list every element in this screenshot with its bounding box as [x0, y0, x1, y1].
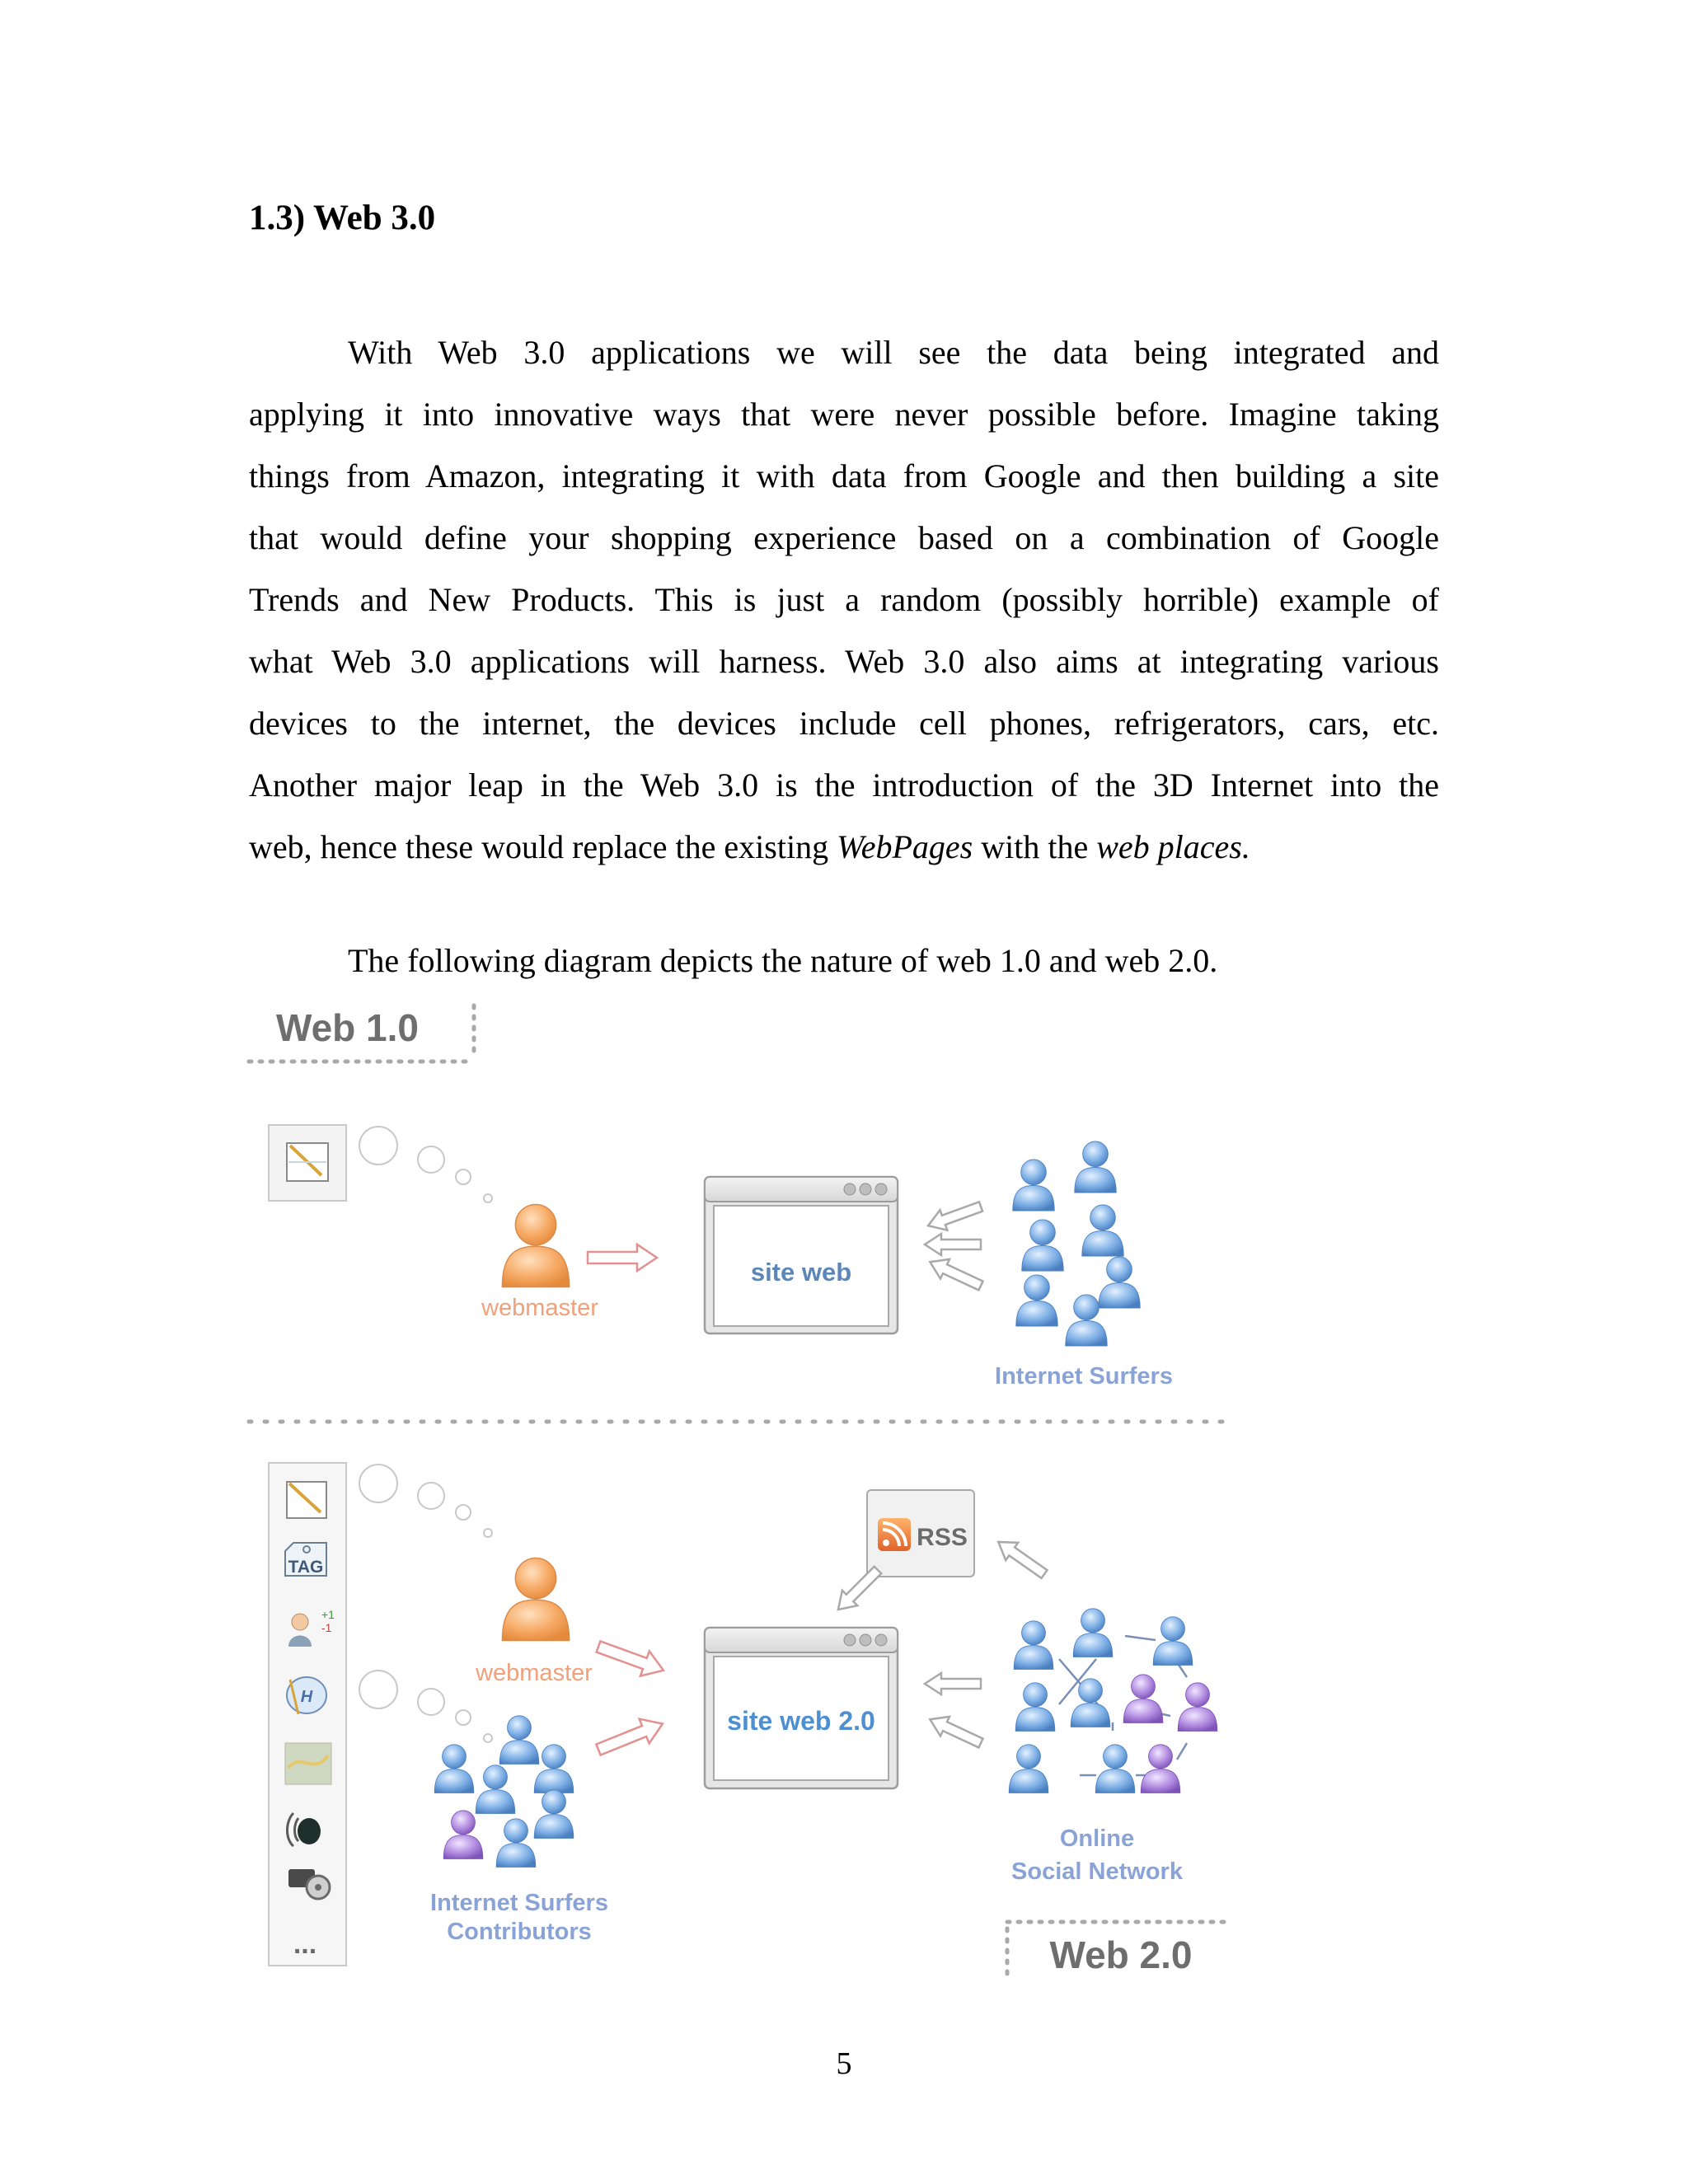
more-tools-ellipsis: ... [293, 1929, 317, 1960]
web2-title: Web 2.0 [1049, 1933, 1193, 1976]
arrow-icon [926, 1709, 986, 1752]
notepad-icon [287, 1143, 328, 1181]
paragraph-line: things from Amazon, integrating it with data from Google and then building a site [249, 457, 1439, 494]
paragraph-last-line [249, 816, 1439, 878]
arrow-icon [588, 1244, 657, 1271]
paragraph-line: applying it into innovative ways that were never possible before. Imagine taking [249, 396, 1439, 433]
webmaster-icon [502, 1558, 569, 1640]
thought-bubbles [359, 1465, 492, 1742]
site-web-2-window [705, 1628, 898, 1788]
arrow-icon [992, 1533, 1051, 1582]
network-label-line2: Social Network [1011, 1858, 1183, 1885]
contributors-label-line2: Contributors [447, 1919, 592, 1945]
web1-surfers-label: Internet Surfers [995, 1363, 1173, 1390]
svg-text:H: H [300, 1688, 313, 1706]
surfer-arrows [925, 1197, 986, 1296]
italic-term-webpages: WebPages [837, 828, 973, 865]
site-web-window [705, 1177, 898, 1333]
webmaster-icon [502, 1204, 569, 1286]
paragraph-line: what Web 3.0 applications will harness. Web 3.0 also aims at integrating various [249, 643, 1439, 680]
web2-webmaster-label: webmaster [476, 1660, 593, 1686]
arrow-icon [831, 1563, 885, 1617]
wiki-icon [287, 1677, 326, 1714]
site-web-2-label: site web 2.0 [727, 1706, 875, 1736]
section-heading: 1.3) Web 3.0 [249, 199, 436, 237]
diagram-caption: The following diagram depicts the nature of web 1.0 and web 2.0. [348, 942, 1218, 979]
paragraph-line: With Web 3.0 applications we will see the data being integrated and [348, 334, 1439, 371]
network-label-line1: Online [1059, 1825, 1135, 1852]
diagram-svg [239, 997, 1278, 1986]
tag-label: TAG [288, 1558, 324, 1577]
map-icon [285, 1743, 331, 1784]
site-web-label: site web [750, 1258, 852, 1286]
social-network-icon [1009, 1609, 1217, 1793]
paragraph-line: that would define your shopping experience based on a combination of Google [249, 519, 1439, 556]
page-number: 5 [836, 2046, 852, 2081]
contributors-label-line1: Internet Surfers [430, 1890, 608, 1916]
arrow-icon [925, 1673, 981, 1694]
paragraph-line: devices to the internet, the devices include cell phones, refrigerators, cars, etc. [249, 705, 1439, 742]
thought-bubbles [359, 1127, 492, 1202]
web1-section [249, 1005, 1173, 1390]
italic-term-web-places: web places. [1096, 828, 1250, 865]
contributors-crowd-icon [434, 1716, 574, 1868]
web1-webmaster-label: webmaster [481, 1295, 598, 1321]
svg-text:-1: -1 [321, 1621, 332, 1634]
web2-section [269, 1463, 1228, 1978]
arrow-icon [594, 1634, 668, 1683]
svg-text:+1: +1 [321, 1608, 335, 1621]
web1-title: Web 1.0 [276, 1006, 419, 1049]
rss-label: RSS [917, 1524, 968, 1551]
paragraph-text: web, hence these would replace the existing [249, 828, 837, 865]
tag-icon [285, 1543, 326, 1577]
paragraph-text: with the [973, 828, 1097, 865]
web-diagram [239, 997, 1278, 1986]
internet-surfers-icon [1013, 1141, 1140, 1346]
paragraph-line: Another major leap in the Web 3.0 is the introduction of the 3D Internet into the [249, 766, 1439, 804]
notepad-icon [287, 1482, 326, 1518]
paragraph-line: Trends and New Products. This is just a random (possibly horrible) example of [249, 581, 1439, 618]
arrow-icon [593, 1712, 668, 1762]
body-paragraph [249, 321, 1439, 878]
rss-feed-box [867, 1490, 974, 1577]
